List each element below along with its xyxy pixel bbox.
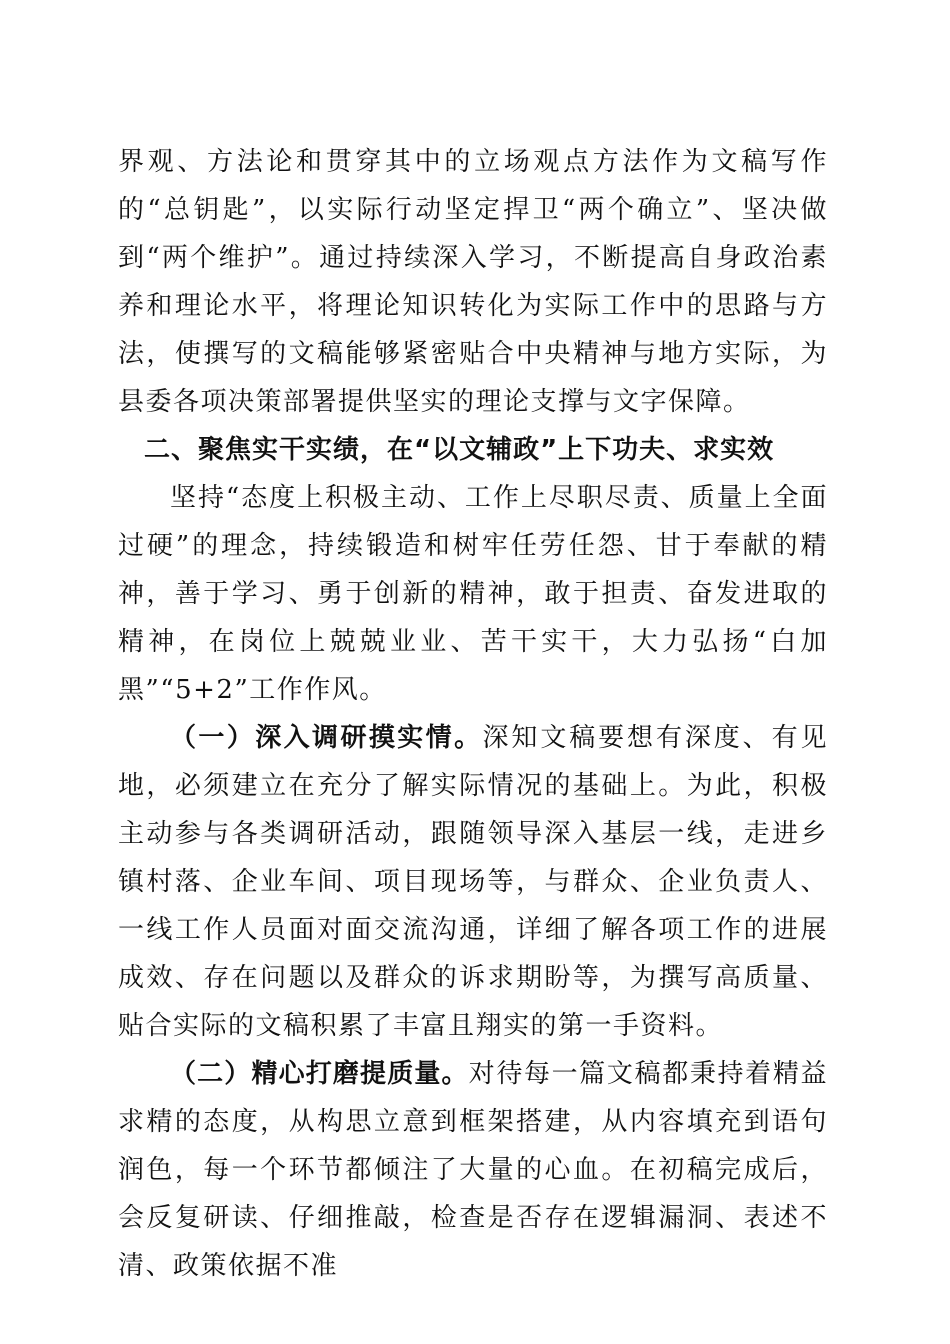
document-body — [118, 138, 828, 1290]
section-heading-2: 二、聚焦实干实绩，在“以文辅政”上下功夫、求实效 — [144, 435, 775, 465]
subheading-polish: （二）精心打磨提质量。 — [170, 1059, 469, 1089]
paragraph-theory-study: 界观、方法论和贯穿其中的立场观点方法作为文稿写作的“总钥匙”，以实际行动坚定捍卫“两个确立”、坚决做到“两个维护”。通过持续深入学习，不断提高自身政治素养和理论水平，将理论知识转化为实际工作中的思路与方法，使撰写的文稿能够紧密贴合中央精神与地方实际，为县委各项决策部署提供坚实的理论支撑与文字保障。 — [118, 147, 828, 417]
paragraph-polish-body: 对待每一篇文稿都秉持着精益求精的态度，从构思立意到框架搭建，从内容填充到语句润色，每一个环节都倾注了大量的心血。在初稿完成后，会反复研读、仔细推敲，检查是否存在逻辑漏洞、表述不清、政策依据不准 — [118, 1059, 828, 1281]
subheading-research: （一）深入调研摸实情。 — [170, 723, 483, 753]
paragraph-research-body: 深知文稿要想有深度、有见地，必须建立在充分了解实际情况的基础上。为此，积极主动参与各类调研活动，跟随领导深入基层一线，走进乡镇村落、企业车间、项目现场等，与群众、企业负责人、一线工作人员面对面交流沟通，详细了解各项工作的进展成效、存在问题以及群众的诉求期盼等，为撰写高质量、贴合实际的文稿积累了丰富且翔实的第一手资料。 — [118, 723, 828, 1041]
paragraph-research — [118, 714, 828, 1050]
paragraph-polish — [118, 1050, 828, 1290]
paragraph-work-attitude: 坚持“态度上积极主动、工作上尽职尽责、质量上全面过硬”的理念，持续锻造和树牢任劳任怨、甘于奉献的精神，善于学习、勇于创新的精神，敢于担责、奋发进取的精神，在岗位上兢兢业业、苦干实干，大力弘扬“白加黑”“5+2”工作作风。 — [118, 483, 828, 705]
